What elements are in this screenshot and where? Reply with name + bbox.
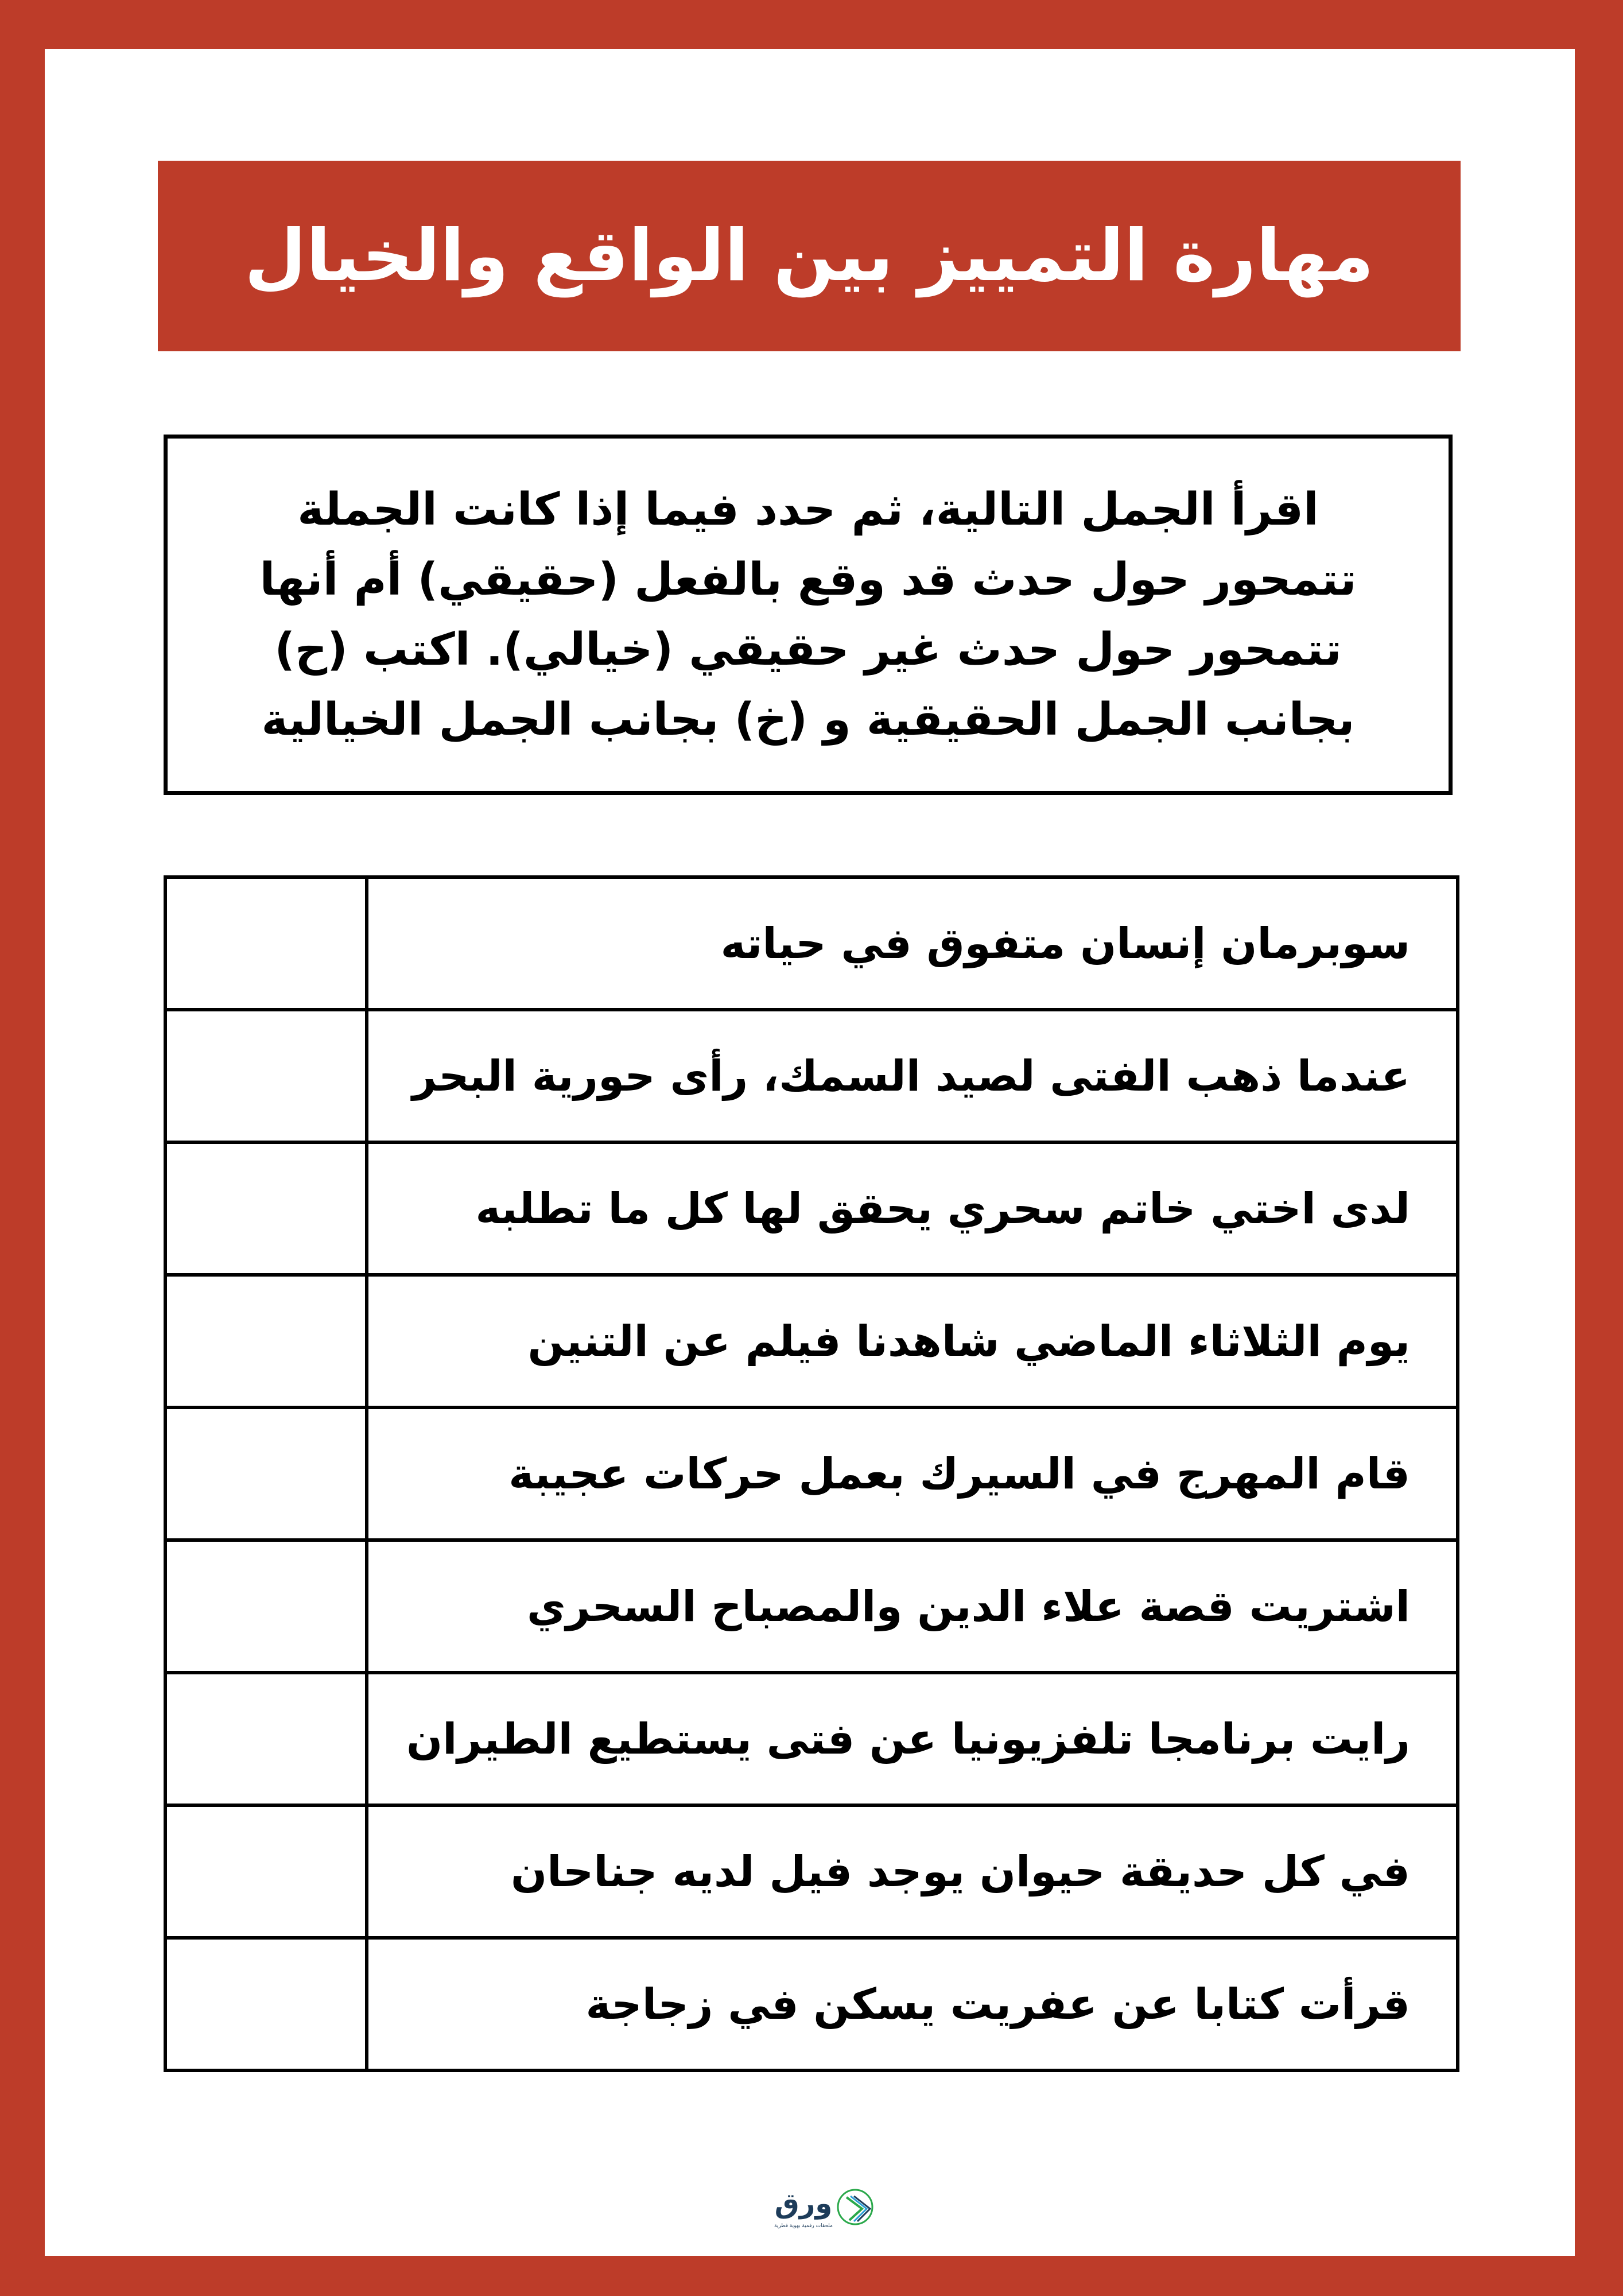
instructions-text: اقرأ الجمل التالية، ثم حدد فيما إذا كانت الجملة تتمحور حول حدث قد وقع بالفعل (حقيقي) أم أنها تتمحور حول حدث غير حقيقي (خيالي). اكتب (ح) بجانب الجمل الحقيقية و (خ) بجانب الجمل الخيالية <box>259 484 1357 746</box>
answer-cell[interactable] <box>165 1142 367 1275</box>
table-row <box>165 1938 1458 2070</box>
table-row <box>165 1275 1458 1407</box>
sentence-cell: قام المهرج في السيرك بعمل حركات عجيبة <box>367 1407 1458 1540</box>
table-row <box>165 1540 1458 1673</box>
sentence-cell: يوم الثلاثاء الماضي شاهدنا فيلم عن التنين <box>367 1275 1458 1407</box>
sentence-cell: في كل حديقة حيوان يوجد فيل لديه جناحان <box>367 1805 1458 1938</box>
sentence-cell: قرأت كتابا عن عفريت يسكن في زجاجة <box>367 1938 1458 2070</box>
answer-cell[interactable] <box>165 1805 367 1938</box>
table-row <box>165 1142 1458 1275</box>
logo-wordmark: ورق <box>774 2188 833 2220</box>
sentence-cell: رايت برنامجا تلفزيونيا عن فتى يستطيع الطيران <box>367 1673 1458 1805</box>
sentence-cell: اشتريت قصة علاء الدين والمصباح السحري <box>367 1540 1458 1673</box>
title-banner <box>158 161 1461 351</box>
answer-cell[interactable] <box>165 1938 367 2070</box>
sentences-table <box>164 875 1459 2072</box>
answer-cell[interactable] <box>165 1010 367 1142</box>
answer-cell[interactable] <box>165 1407 367 1540</box>
sentence-cell: سوبرمان إنسان متفوق في حياته <box>367 877 1458 1010</box>
waraq-logo <box>763 2181 878 2233</box>
page-title: مهارة التمييز بين الواقع والخيال <box>244 215 1374 297</box>
table-row <box>165 1407 1458 1540</box>
table-row <box>165 1010 1458 1142</box>
table-row <box>165 1673 1458 1805</box>
table-row <box>165 877 1458 1010</box>
instructions-box <box>164 435 1453 795</box>
answer-cell[interactable] <box>165 1275 367 1407</box>
answer-cell[interactable] <box>165 1540 367 1673</box>
table-row <box>165 1805 1458 1938</box>
sentence-cell: عندما ذهب الفتى لصيد السمك، رأى حورية البحر <box>367 1010 1458 1142</box>
logo-tagline: ملحقات رقمية بهوية قطرية <box>774 2223 833 2229</box>
answer-cell[interactable] <box>165 877 367 1010</box>
sentence-cell: لدى اختي خاتم سحري يحقق لها كل ما تطلبه <box>367 1142 1458 1275</box>
answer-cell[interactable] <box>165 1673 367 1805</box>
